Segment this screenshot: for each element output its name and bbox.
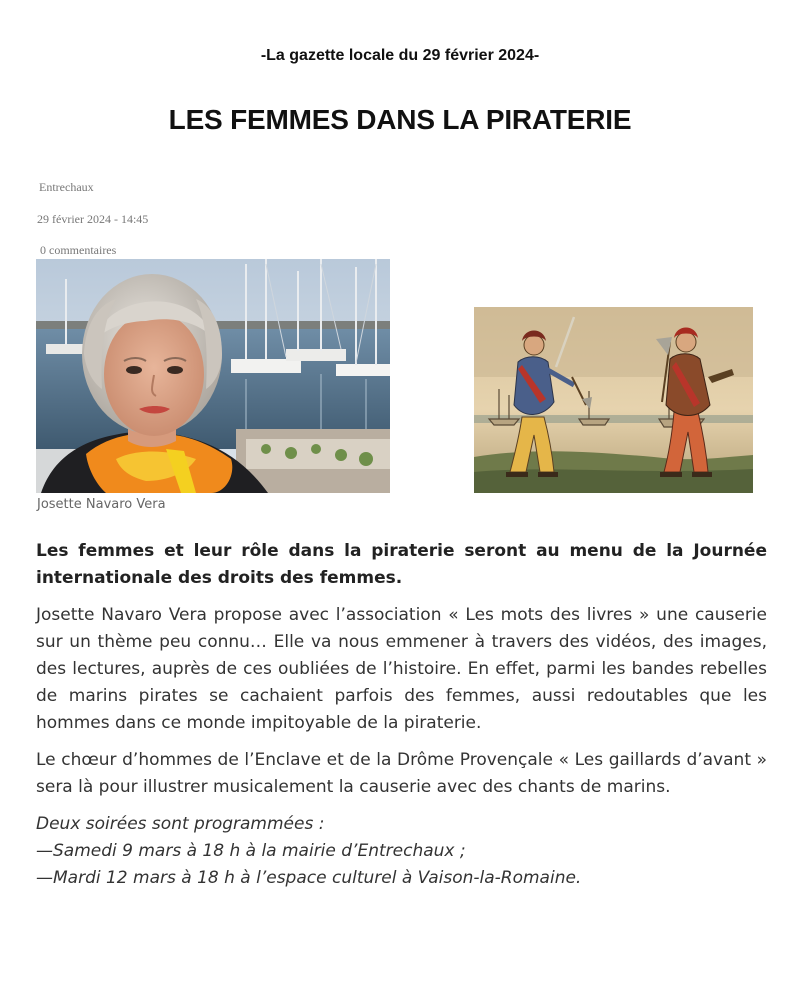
sessions-intro: Deux soirées sont programmées : xyxy=(36,814,325,834)
sessions-list xyxy=(36,811,767,892)
article-paragraph-1: Josette Navaro Vera propose avec l’association « Les mots des livres » une causerie sur un thème peu connu… Elle va nous emmener à travers des vidéos, des images, des lectures, auprès de ces oubliées de l’histoire. En effet, parmi les bandes rebelles de marins pirates se cachaient parfois des femmes, aussi redoutables que les hommes dans ce monde impitoyable de la piraterie. xyxy=(36,605,767,733)
article-location: Entrechaux xyxy=(39,180,94,194)
article-lead: Les femmes et leur rôle dans la piraterie seront au menu de la Journée internationale des droits des femmes. xyxy=(36,541,767,588)
comments-count[interactable]: 0 commentaires xyxy=(40,243,117,257)
article-datetime: 29 février 2024 - 14:45 xyxy=(37,212,149,226)
gazette-header: -La gazette locale du 29 février 2024- xyxy=(260,47,540,64)
portrait-caption: Josette Navaro Vera xyxy=(37,497,166,512)
article-title: LES FEMMES DANS LA PIRATERIE xyxy=(168,104,632,135)
article-body xyxy=(36,538,767,902)
article-paragraph-2: Le chœur d’hommes de l’Enclave et de la Drôme Provençale « Les gaillards d’avant » sera là pour illustrer musicalement la causerie avec des chants de marins. xyxy=(36,750,767,797)
portrait-photo xyxy=(36,259,390,493)
pirates-engraving xyxy=(474,307,753,493)
session-item-2: —Mardi 12 mars à 18 h à l’espace culturel à Vaison-la-Romaine. xyxy=(36,868,582,888)
session-item-1: —Samedi 9 mars à 18 h à la mairie d’Entrechaux ; xyxy=(36,841,466,861)
